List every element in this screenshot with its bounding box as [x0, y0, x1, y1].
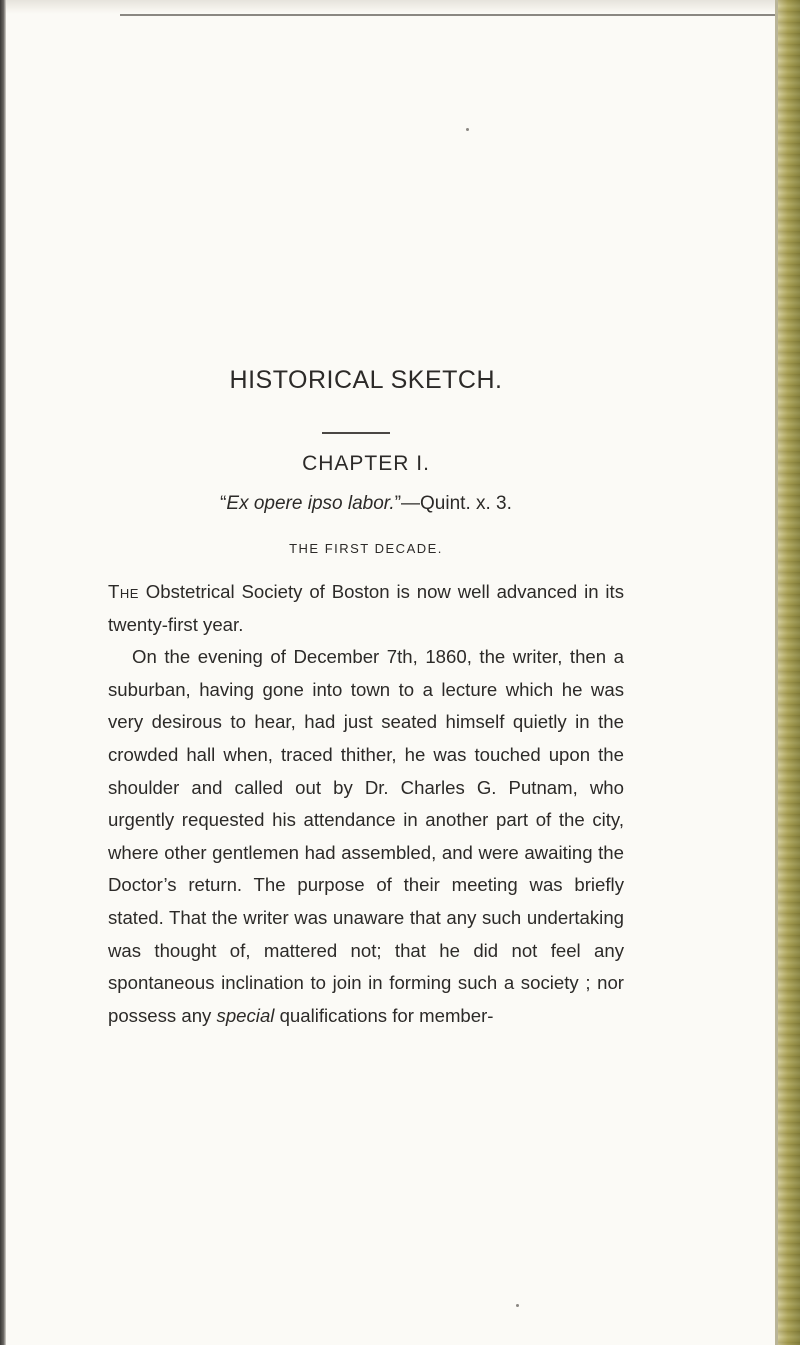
- page-top-edge: [0, 0, 790, 14]
- section-heading: THE FIRST DECADE.: [289, 541, 443, 556]
- paragraph-lead-word: The: [108, 581, 139, 602]
- paper-speck: [516, 1304, 519, 1307]
- paragraph-2-emphasis: special: [216, 1004, 275, 1026]
- epigraph-open-quote: “: [220, 493, 227, 514]
- epigraph: [108, 493, 624, 515]
- paragraph-1-text: Obstetrical Society of Boston is now well advanced in its twenty-first year.: [108, 581, 624, 635]
- paragraph-2-text-a: On the evening of December 7th, 1860, the writer, then a suburban, having gone into town to a lecture which he was very desirous to hear, had just seated himself quietly in the crowded hall when, traced thither, he was touched upon the shoulder and called out by Dr. Charles G. Putnam, who urgently requested his attendance in another part of the city, where other gentlemen had assembled, and were awaiting the Doctor’s return. The purpose of their meeting was briefly stated. That the writer was unaware that any such undertaking was thought of, mattered not; that he did not feel any spontaneous inclination to join in forming such a society ; nor possess any: [108, 646, 624, 1026]
- chapter-heading: CHAPTER I.: [302, 452, 430, 475]
- epigraph-close-quote: ”: [394, 493, 402, 514]
- epigraph-latin: Ex opere ipso labor.: [226, 493, 395, 514]
- paper-speck: [466, 128, 469, 131]
- title-divider: [322, 432, 390, 434]
- paragraph-2: [108, 641, 624, 1032]
- body-text: [108, 576, 624, 1032]
- paragraph-1: [108, 576, 624, 641]
- page-binding-edge: [0, 0, 6, 1345]
- epigraph-source: —Quint. x. 3.: [401, 493, 512, 514]
- gilded-page-edge: [778, 0, 800, 1345]
- page-title: HISTORICAL SKETCH.: [229, 366, 503, 394]
- page-top-rule: [120, 14, 780, 16]
- paragraph-2-text-b: qualifications for member-: [274, 1004, 494, 1026]
